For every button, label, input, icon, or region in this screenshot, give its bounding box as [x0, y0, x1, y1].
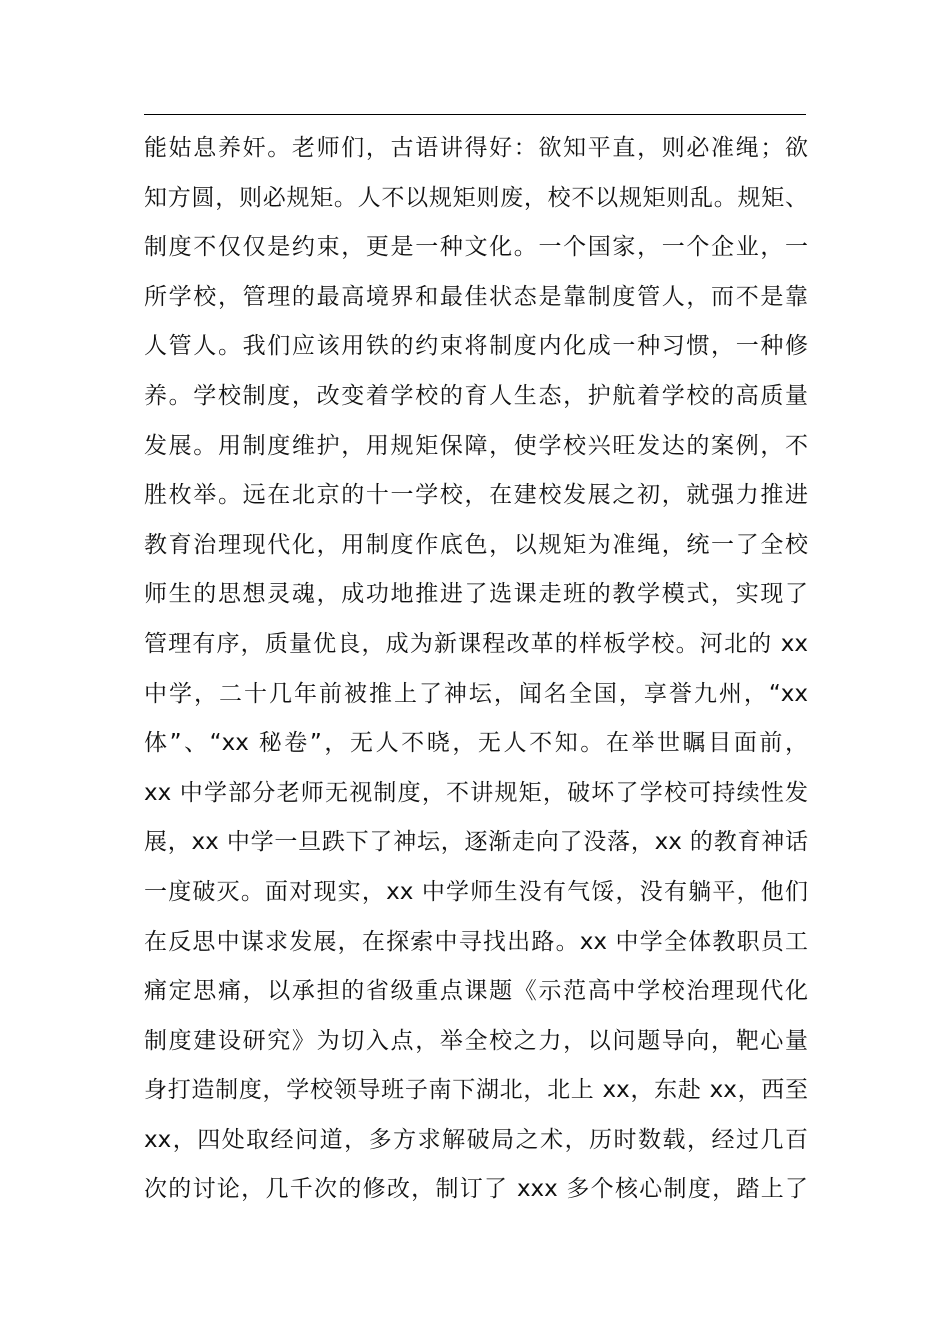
- text-line: 在反思中谋求发展，在探索中寻找出路。xx 中学全体教职员工: [144, 928, 808, 955]
- text-line: 中学，二十几年前被推上了神坛，闻名全国，享誉九州，“xx: [144, 680, 808, 707]
- text-line: 胜枚举。远在北京的十一学校，在建校发展之初，就强力推进: [144, 482, 808, 509]
- header-rule: [144, 114, 806, 115]
- text-line: 制度建设研究》为切入点，举全校之力，以问题导向，靶心量: [144, 1027, 808, 1054]
- text-line: 能姑息养奸。老师们，古语讲得好：欲知平直，则必准绳；欲: [144, 135, 808, 161]
- text-line: 所学校，管理的最高境界和最佳状态是靠制度管人，而不是靠: [144, 283, 808, 310]
- text-line: 管理有序，质量优良，成为新课程改革的样板学校。河北的 xx: [144, 630, 808, 657]
- text-line: 教育治理现代化，用制度作底色，以规矩为准绳，统一了全校: [144, 531, 808, 558]
- text-line: 痛定思痛，以承担的省级重点课题《示范高中学校治理现代化: [144, 978, 808, 1005]
- text-line: 制度不仅仅是约束，更是一种文化。一个国家，一个企业，一: [144, 234, 808, 261]
- text-line: xx，四处取经问道，多方求解破局之术，历时数载，经过几百: [144, 1126, 808, 1153]
- text-line: 身打造制度，学校领导班子南下湖北，北上 xx，东赴 xx，西至: [144, 1077, 808, 1104]
- text-line: 一度破灭。面对现实，xx 中学师生没有气馁，没有躺平，他们: [144, 878, 808, 905]
- text-line: 发展。用制度维护，用规矩保障，使学校兴旺发达的案例，不: [144, 432, 808, 459]
- text-line: 次的讨论，几千次的修改，制订了 xxx 多个核心制度，踏上了: [144, 1176, 808, 1203]
- body-paragraph: [144, 124, 808, 1215]
- text-line: 师生的思想灵魂，成功地推进了选课走班的教学模式，实现了: [144, 581, 808, 608]
- text-line: 知方圆，则必规矩。人不以规矩则废，校不以规矩则乱。规矩、: [144, 184, 808, 211]
- text-line: 人管人。我们应该用铁的约束将制度内化成一种习惯，一种修: [144, 333, 808, 360]
- text-line: 养。学校制度，改变着学校的育人生态，护航着学校的高质量: [144, 382, 808, 409]
- text-line: 体”、“xx 秘卷”，无人不晓，无人不知。在举世瞩目面前，: [144, 730, 808, 757]
- text-line: 展，xx 中学一旦跌下了神坛，逐渐走向了没落，xx 的教育神话: [144, 829, 808, 856]
- text-line: xx 中学部分老师无视制度，不讲规矩，破坏了学校可持续性发: [144, 779, 808, 806]
